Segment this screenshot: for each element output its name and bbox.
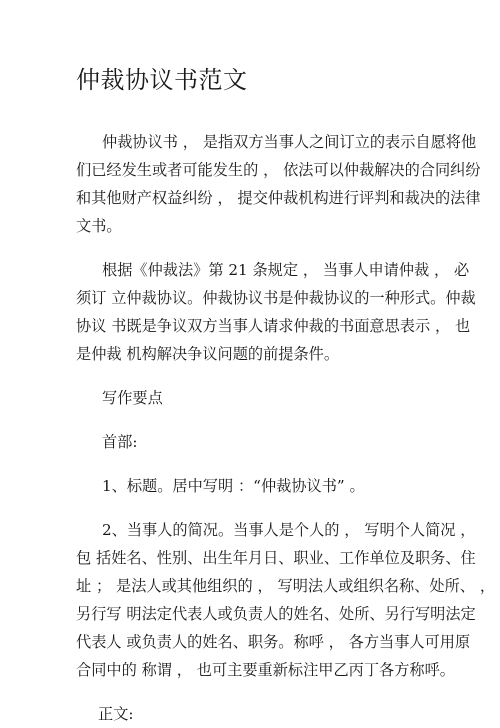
section-heading-body: 正文:	[98, 705, 134, 723]
paragraph-line: 合同中的 称谓 ， 也可主要重新标注甲乙丙丁各方称呼。	[76, 661, 455, 679]
paragraph-line: 是仲裁 机构解决争议问题的前提条件。	[76, 345, 340, 363]
paragraph-line: 须订 立仲裁协议。仲裁协议书是仲裁协议的一种形式。仲裁	[76, 289, 476, 307]
paragraph-line: 2、当事人的简况。当事人是个人的 ， 写明个人简况 ，	[102, 521, 476, 539]
paragraph-line: 包 括姓名、性别、出生年月日、职业、工作单位及职务、住	[76, 549, 476, 567]
paragraph-line: 根据《仲裁法》第 21 条规定 ， 当事人申请仲裁 ， 必	[102, 261, 470, 279]
paragraph-line: 仲裁协议书 ， 是指双方当事人之间订立的表示自愿将他	[102, 133, 477, 151]
paragraph-line: 代表人 或负责人的姓名、职务。称呼 ， 各方当事人可用原	[76, 633, 471, 651]
paragraph-line: 文书。	[76, 217, 122, 235]
paragraph-line: 和其他财产权益纠纷 ， 提交仲裁机构进行评判和裁决的法律	[76, 189, 481, 207]
paragraph-line: 协议 书既是争议双方当事人请求仲裁的书面意思表示 ， 也	[76, 317, 471, 335]
paragraph-line: 址 ； 是法人或其他组织的 ， 写明法人或组织名称、处所、 ，	[76, 577, 496, 595]
section-heading-writing-points: 写作要点	[102, 389, 163, 407]
document-body	[76, 128, 496, 728]
list-item-title: 1、标题。居中写明 ：“仲裁协议书” 。	[102, 477, 365, 495]
paragraph-legal-basis	[76, 256, 476, 368]
paragraph-line: 另行写 明法定代表人或负责人的姓名、处所、另行写明法定	[76, 605, 476, 623]
paragraph-definition	[76, 128, 481, 240]
paragraph-line: 们已经发生或者可能发生的 ， 依法可以仲裁解决的合同纠纷	[76, 161, 481, 179]
document-title: 仲裁协议书范文	[76, 66, 248, 94]
list-item-parties	[76, 516, 496, 684]
section-heading-header: 首部:	[102, 433, 138, 451]
